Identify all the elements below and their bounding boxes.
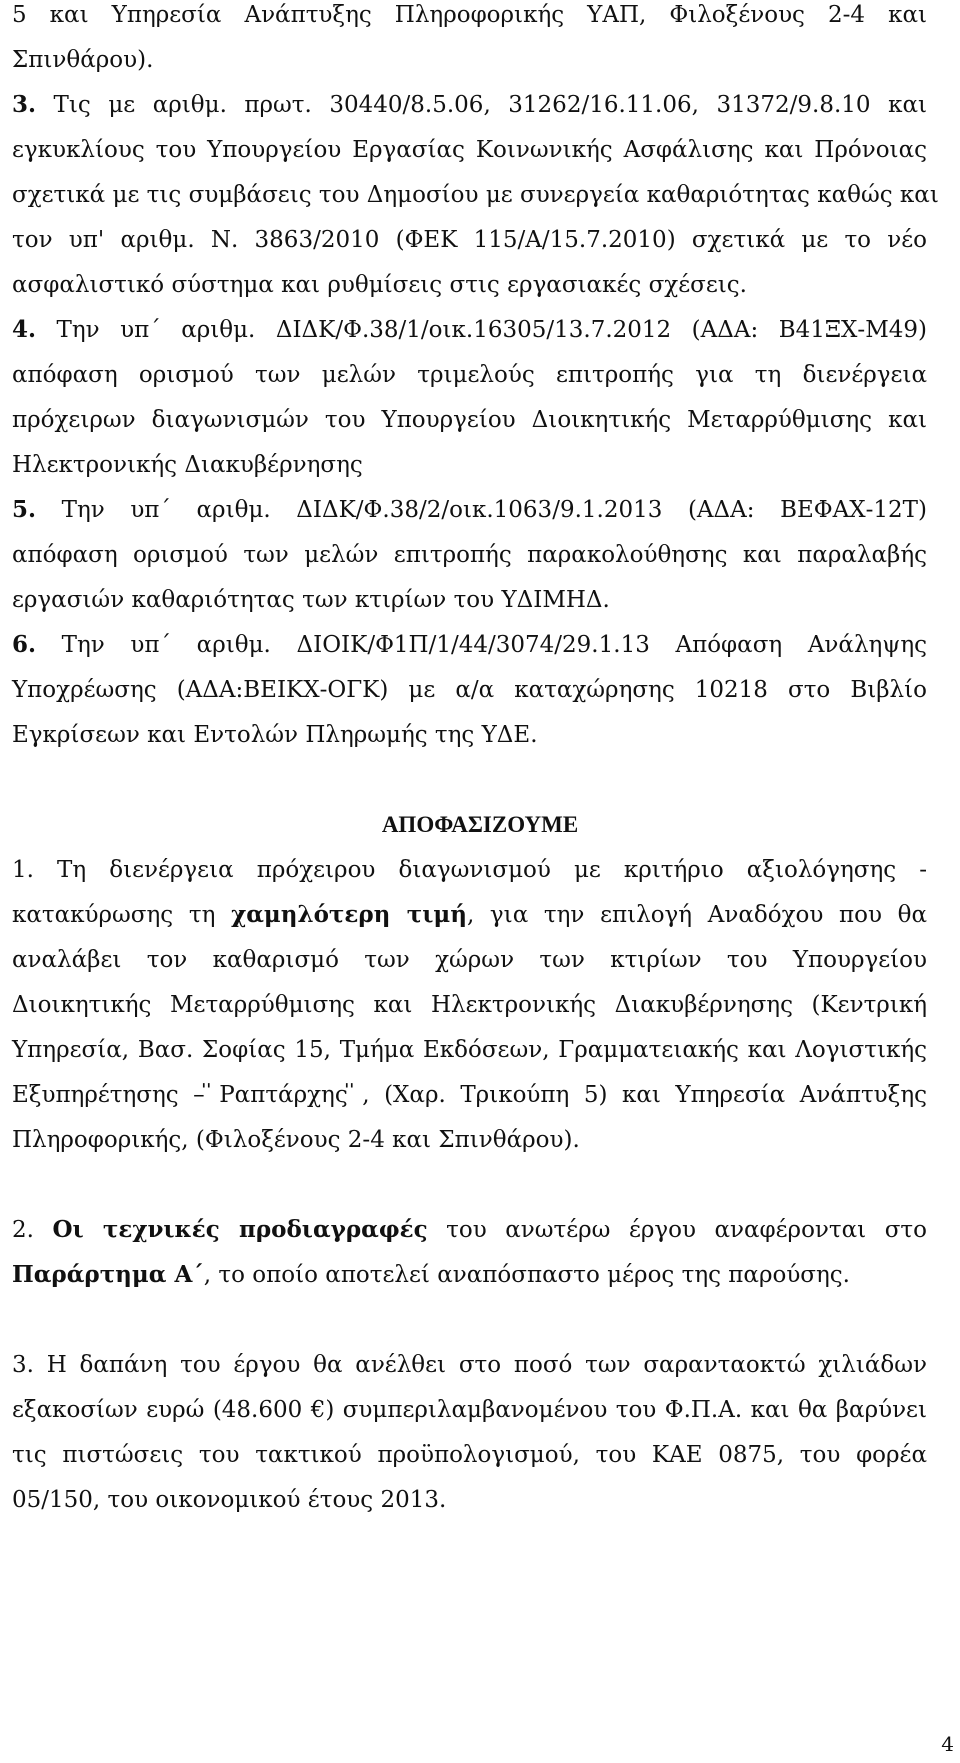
text-line: αναλάβει τον καθαρισμό των χώρων των κτιρίων του Υπουργείου xyxy=(12,947,927,973)
text-line: εργασιών καθαριότητας των κτιρίων του ΥΔΙΜΗΔ. xyxy=(12,587,610,613)
text-line: απόφαση ορισμού των μελών επιτροπής παρακολούθησης και παραλαβής xyxy=(12,542,927,568)
text-line: Εγκρίσεων και Εντολών Πληρωμής της ΥΔΕ. xyxy=(12,722,538,748)
item-number: 6. xyxy=(12,631,37,658)
emphasis-text: Οι τεχνικές προδιαγραφές xyxy=(52,1216,428,1243)
text-span: Την υπ΄ αριθμ. ΔΙΔΚ/Φ.38/1/οικ.16305/13.7.2012 (ΑΔΑ: Β41ΞΧ-Μ49) xyxy=(56,317,927,343)
text-line xyxy=(12,1215,927,1245)
text-line xyxy=(12,495,927,525)
text-line xyxy=(12,315,927,345)
text-span: τη xyxy=(188,902,216,928)
text-span: , για την επιλογή Αναδόχου που θα xyxy=(466,902,928,928)
text-line: 1. Τη διενέργεια πρόχειρου διαγωνισμού με κριτήριο αξιολόγησης - xyxy=(12,857,927,883)
text-line: 5 και Υπηρεσία Ανάπτυξης Πληροφορικής ΥΑΠ, Φιλοξένους 2-4 και xyxy=(12,2,927,28)
text-line: τις πιστώσεις του τακτικού προϋπολογισμού, του ΚΑΕ 0875, του φορέα xyxy=(12,1442,927,1468)
text-line: απόφαση ορισμού των μελών τριμελούς επιτροπής για τη διενέργεια xyxy=(12,362,927,388)
text-line: Εξυπηρέτησης – ̎Ραπτάρχης ̎, (Χαρ. Τρικούπη 5) και Υπηρεσία Ανάπτυξης xyxy=(12,1082,927,1108)
text-line: Πληροφορικής, (Φιλοξένους 2-4 και Σπινθάρου). xyxy=(12,1127,580,1153)
text-span: Τις με αριθμ. πρωτ. 30440/8.5.06, 31262/16.11.06, 31372/9.8.10 και xyxy=(53,92,927,118)
emphasis-text: Παράρτημα Α΄ xyxy=(12,1261,204,1288)
text-line: εξακοσίων ευρώ (48.600 €) συμπεριλαμβανομένου του Φ.Π.Α. και θα βαρύνει xyxy=(12,1397,927,1423)
text-line: σχετικά με τις συμβάσεις του Δημοσίου με συνεργεία καθαριότητας καθώς και xyxy=(12,182,939,208)
text-line xyxy=(12,1260,927,1290)
text-line xyxy=(12,90,927,120)
decision-heading: ΑΠΟΦΑΣΙΖΟΥΜΕ xyxy=(381,812,579,837)
text-line: Ηλεκτρονικής Διακυβέρνησης xyxy=(12,452,363,478)
text-line: Υπηρεσία, Βασ. Σοφίας 15, Τμήμα Εκδόσεων, Γραμματειακής και Λογιστικής xyxy=(12,1037,927,1063)
page-number: 4 xyxy=(941,1732,954,1756)
text-line xyxy=(12,900,927,930)
emphasis-text: χαμηλότερη τιμή xyxy=(231,901,467,928)
text-line xyxy=(12,630,927,660)
item-number: 2. xyxy=(12,1217,34,1243)
text-line: 05/150, του οικονομικού έτους 2013. xyxy=(12,1487,447,1513)
text-span: Την υπ΄ αριθμ. ΔΙΟΙΚ/Φ1Π/1/44/3074/29.1.13 Απόφαση Ανάληψης xyxy=(61,632,927,658)
text-line: τον υπ' αριθμ. Ν. 3863/2010 (ΦΕΚ 115/Α/15.7.2010) σχετικά με το νέο xyxy=(12,227,927,253)
item-number: 4. xyxy=(12,316,37,343)
item-number: 5. xyxy=(12,496,37,523)
text-span: του ανωτέρω έργου αναφέρονται στο xyxy=(446,1217,927,1243)
text-line: 3. Η δαπάνη του έργου θα ανέλθει στο ποσό των σαρανταοκτώ χιλιάδων xyxy=(12,1352,927,1378)
text-span: Την υπ΄ αριθμ. ΔΙΔΚ/Φ.38/2/οικ.1063/9.1.2013 (ΑΔΑ: ΒΕΦΑΧ-12Τ) xyxy=(61,497,927,523)
text-line: εγκυκλίους του Υπουργείου Εργασίας Κοινωνικής Ασφάλισης και Πρόνοιας xyxy=(12,137,927,163)
item-number: 3. xyxy=(12,91,37,118)
text-span: , το οποίο αποτελεί αναπόσπαστο μέρος της παρούσης. xyxy=(203,1262,850,1288)
text-line: Υποχρέωσης (ΑΔΑ:ΒΕΙΚΧ-ΟΓΚ) με α/α καταχώρησης 10218 στο Βιβλίο xyxy=(12,677,927,703)
text-line: Διοικητικής Μεταρρύθμισης και Ηλεκτρονικής Διακυβέρνησης (Κεντρική xyxy=(12,992,927,1018)
text-span: κατακύρωσης xyxy=(12,902,174,928)
text-line: Σπινθάρου). xyxy=(12,47,154,73)
text-line: ασφαλιστικό σύστημα και ρυθμίσεις στις εργασιακές σχέσεις. xyxy=(12,272,747,298)
text-line: πρόχειρων διαγωνισμών του Υπουργείου Διοικητικής Μεταρρύθμισης και xyxy=(12,407,927,433)
